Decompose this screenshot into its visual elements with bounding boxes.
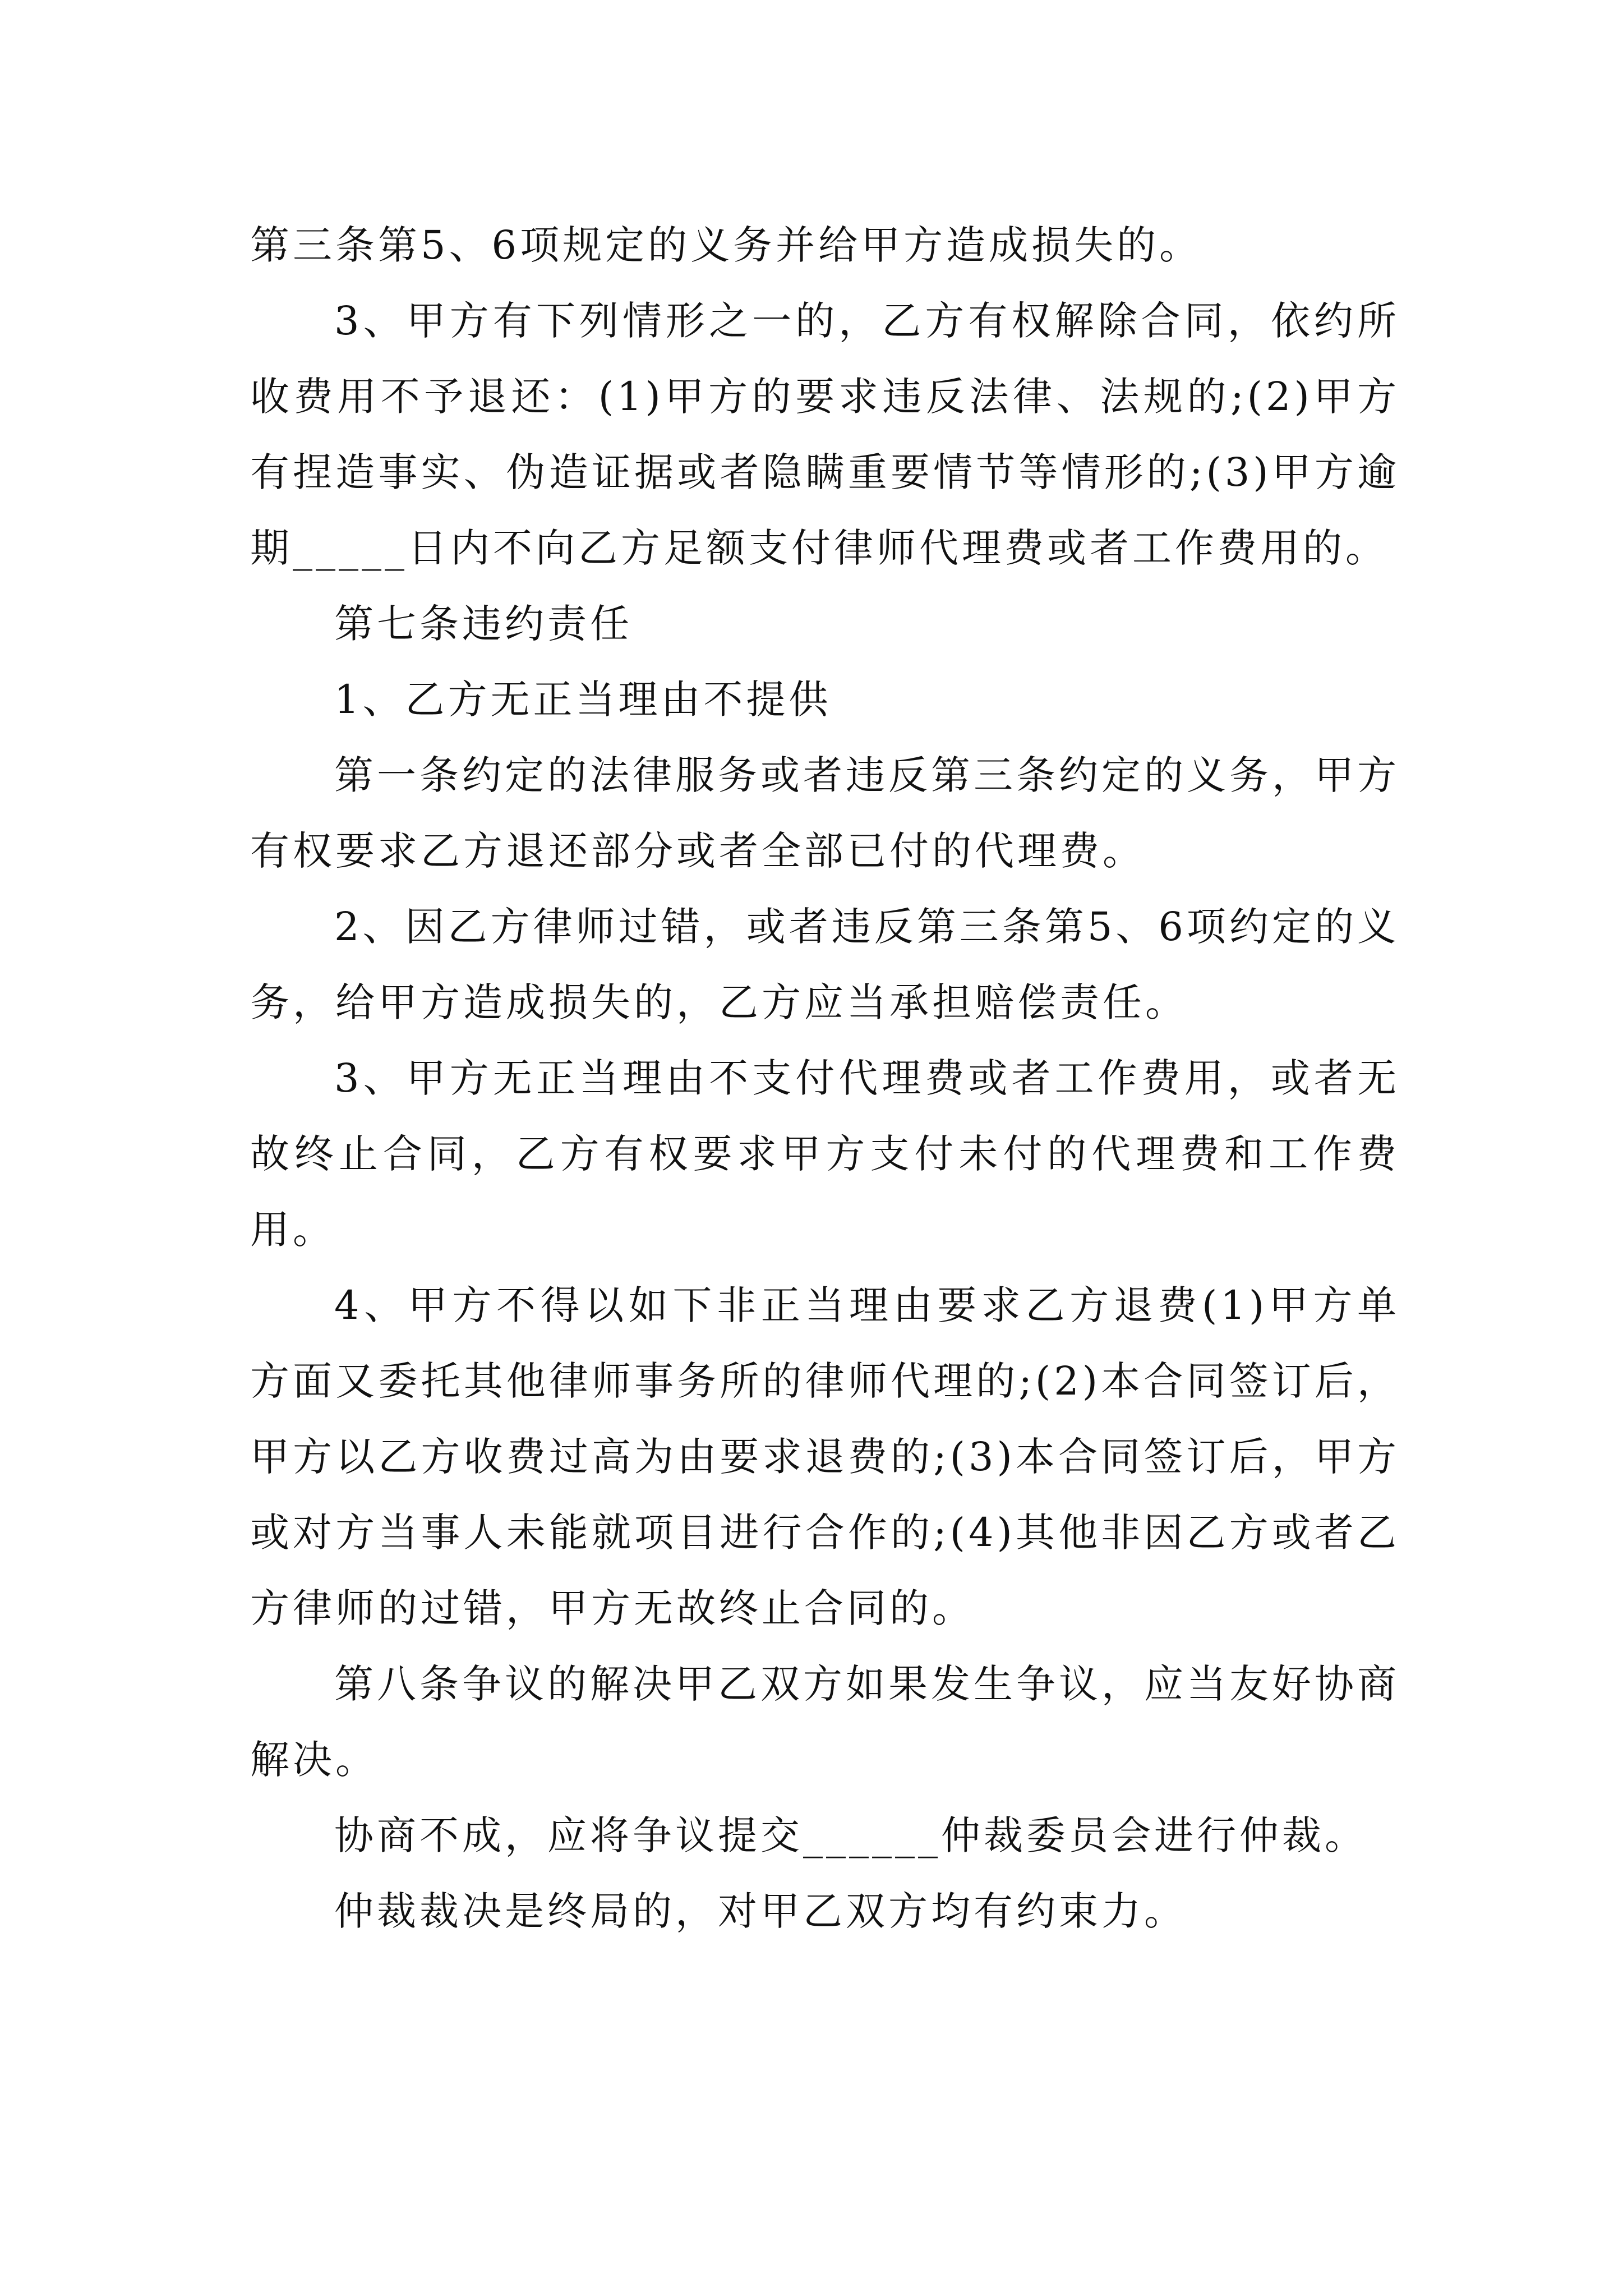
- paragraph: 2、因乙方律师过错，或者违反第三条第5、6项约定的义务，给甲方造成损失的，乙方应当承担赔偿责任。: [250, 904, 1400, 1025]
- section-heading: 第七条违约责任: [334, 601, 633, 647]
- paragraph: 4、甲方不得以如下非正当理由要求乙方退费(1)甲方单方面又委托其他律师事务所的律师代理的;(2)本合同签订后，甲方以乙方收费过高为由要求退费的;(3)本合同签订后，甲方或对方当事人未能就项目进行合作的;(4)其他非因乙方或者乙方律师的过错，甲方无故终止合同的。: [250, 1282, 1400, 1631]
- document-body: [250, 208, 1400, 1949]
- paragraph: 1、乙方无正当理由不提供: [334, 677, 832, 723]
- paragraph: 第一条约定的法律服务或者违反第三条约定的义务，甲方有权要求乙方退还部分或者全部已付的代理费。: [250, 752, 1400, 874]
- section-heading: 第八条争议的解决甲乙双方如果发生争议，应当友好协商解决。: [250, 1661, 1400, 1783]
- paragraph: 第三条第5、6项规定的义务并给甲方造成损失的。: [250, 222, 1202, 268]
- paragraph: 3、甲方有下列情形之一的，乙方有权解除合同，依约所收费用不予退还：(1)甲方的要求违反法律、法规的;(2)甲方有捏造事实、伪造证据或者隐瞒重要情节等情形的;(3)甲方逾期_____日内不向乙方足额支付律师代理费或者工作费用的。: [250, 298, 1400, 571]
- paragraph: 协商不成，应将争议提交______仲裁委员会进行仲裁。: [334, 1812, 1367, 1858]
- paragraph: 3、甲方无正当理由不支付代理费或者工作费用，或者无故终止合同，乙方有权要求甲方支付未付的代理费和工作费用。: [250, 1055, 1400, 1253]
- paragraph: 仲裁裁决是终局的，对甲乙双方均有约束力。: [334, 1888, 1187, 1934]
